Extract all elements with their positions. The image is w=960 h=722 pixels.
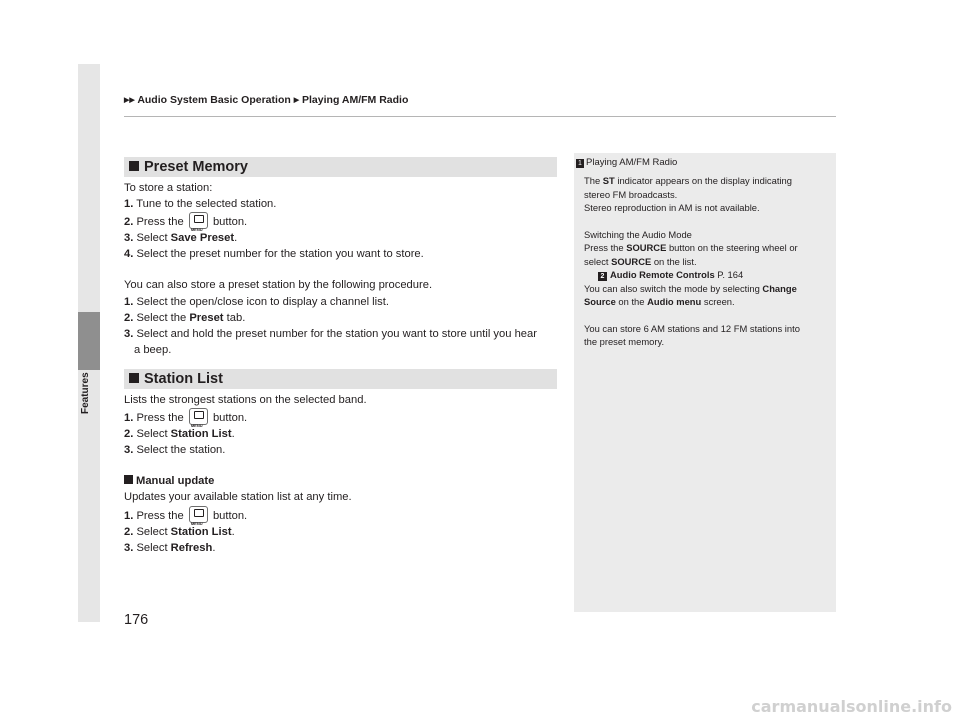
arrow-right-icon: ▶ [293, 97, 300, 104]
step-2: 2. Select Station List. [124, 525, 235, 538]
station-list-body [124, 392, 564, 556]
section-heading-preset [124, 157, 557, 177]
intro-text: Lists the strongest stations on the selected band. [124, 394, 367, 406]
step-2b: 2. Select the Preset tab. [124, 311, 246, 324]
step-3: 3. Select Refresh. [124, 541, 216, 554]
intro-text-2: You can also store a preset station by the following procedure. [124, 279, 433, 292]
intro-text: To store a station: [124, 182, 213, 194]
side-tab-label: Features [80, 372, 91, 414]
step-2: 2. Select Station List. [124, 428, 235, 441]
header-rule [124, 116, 836, 117]
intro-text: Updates your available station list at any time. [124, 491, 352, 504]
step-1: 1. Press the MENU button. [124, 408, 564, 426]
step-1: 1. Press the MENU button. [124, 506, 564, 524]
cross-reference-link[interactable]: 2 Audio Remote Controls P. 164 [584, 268, 832, 282]
step-1: 1. Tune to the selected station. [124, 198, 277, 211]
menu-button-icon [189, 506, 208, 523]
note-number-icon: 1 [576, 159, 584, 168]
side-tab-marker [78, 312, 100, 370]
reference-icon: 2 [598, 272, 607, 281]
step-3: 3. Select the station. [124, 444, 226, 457]
page-number: 176 [124, 612, 149, 628]
step-3b-cont: a beep. [134, 343, 172, 356]
preset-memory-body [124, 180, 564, 358]
section-title: Station List [144, 371, 223, 387]
square-bullet-icon [124, 475, 133, 484]
step-3b: 3. Select and hold the preset number for the station you want to store until you hear [124, 327, 537, 340]
step-1b: 1. Select the open/close icon to display a channel list. [124, 295, 389, 308]
arrow-right-icon: ▶▶ [124, 97, 135, 104]
section-title: Preset Memory [144, 159, 248, 175]
subsection-heading: Manual update [124, 473, 564, 489]
menu-button-icon [189, 408, 208, 425]
square-bullet-icon [129, 161, 139, 171]
breadcrumb-item-2[interactable]: Playing AM/FM Radio [302, 94, 409, 106]
step-4: 4. Select the preset number for the station you want to store. [124, 248, 424, 261]
section-heading-station-list [124, 369, 557, 389]
note-title: 1 Playing AM/FM Radio [576, 157, 677, 168]
step-2: 2. Press the MENU button. [124, 212, 564, 230]
menu-button-icon [189, 212, 208, 229]
watermark-logo: carmanualsonline.info [751, 697, 952, 716]
square-bullet-icon [129, 373, 139, 383]
breadcrumb [124, 94, 408, 106]
breadcrumb-item-1[interactable]: Audio System Basic Operation [137, 94, 291, 106]
note-body: The ST indicator appears on the display indicating stereo FM broadcasts. Stereo reproduction in AM is not available. Switching the Audio Mode Press the SOURCE button on the steering wheel or select SOURCE on the list. 2 Audio Remote Controls P. 164 You can also switch the mode by selecting Change Source on the Audio menu screen. You can store 6 AM stations and 12 FM stations into the preset memory. [584, 174, 832, 349]
step-3: 3. Select Save Preset. [124, 232, 238, 245]
